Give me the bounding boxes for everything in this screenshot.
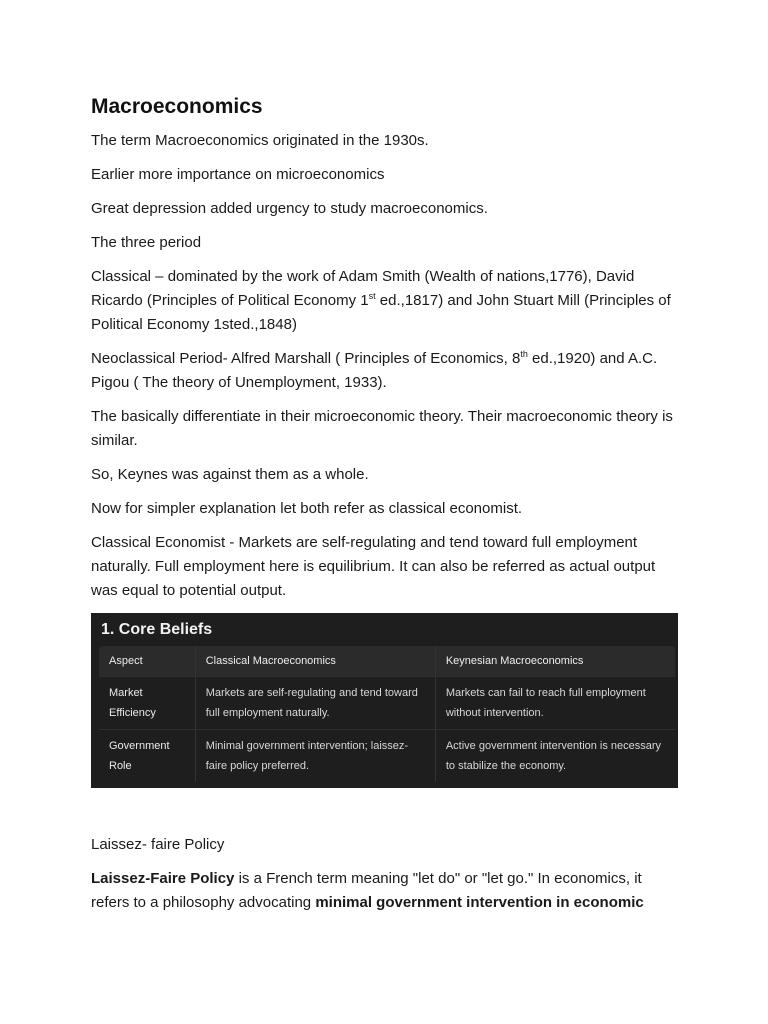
- table-cell: Minimal government intervention; laissez-faire policy preferred.: [196, 730, 436, 782]
- bold-phrase: minimal government intervention in economic: [315, 894, 644, 911]
- superscript: st: [368, 291, 376, 301]
- paragraph-three-period: The three period: [91, 234, 202, 251]
- text-run: Classical – dominated by the work of Adam Smith (Wealth of nations,1776), David Ricardo (Principles of Political Economy 1: [91, 268, 635, 309]
- page-title: Macroeconomics: [91, 95, 263, 118]
- text-run: Neoclassical Period- Alfred Marshall ( Principles of Economics, 8: [91, 350, 521, 367]
- table-cell: Market Efficiency: [99, 677, 196, 729]
- document-page: [91, 94, 681, 925]
- text-run: ed.,1920) and A.C. Pigou ( The theory of Unemployment, 1933).: [91, 350, 658, 391]
- paragraph-laissez-heading: Laissez- faire Policy: [91, 836, 225, 853]
- core-beliefs-table-image: [91, 613, 678, 788]
- table-row: [99, 730, 675, 782]
- bold-term: Laissez-Faire Policy: [91, 870, 235, 887]
- paragraph-laissez-definition: [91, 867, 681, 915]
- table-cell: Active government intervention is necessary to stabilize the economy.: [445, 740, 662, 772]
- paragraph-classical-economist: Classical Economist - Markets are self-regulating and tend toward full employment naturally. Full employment here is equilibrium. It can also be referred as actual output was equal to potential output.: [91, 534, 656, 599]
- table-title: 1. Core Beliefs: [101, 621, 213, 638]
- paragraph-neoclassical: [91, 347, 681, 395]
- superscript: th: [520, 349, 528, 359]
- paragraph-depression: Great depression added urgency to study macroeconomics.: [91, 200, 488, 217]
- table-row: [99, 677, 675, 730]
- table-cell: Government Role: [99, 730, 196, 782]
- text-run: is a French term meaning "let do" or "let go." In economics, it refers to a philosophy advocating: [91, 870, 642, 911]
- text-run: ed.,1817) and John Stuart Mill (Principles of Political Economy 1sted.,1848): [91, 292, 671, 333]
- paragraph-origin: The term Macroeconomics originated in the 1930s.: [91, 132, 429, 149]
- paragraph-earlier: Earlier more importance on microeconomics: [91, 166, 385, 183]
- comparison-table: [99, 646, 675, 782]
- table-cell: Markets are self-regulating and tend toward full employment naturally.: [196, 677, 436, 729]
- table-header-row: [99, 646, 675, 677]
- header-keynesian: Keynesian Macroeconomics: [445, 655, 584, 667]
- paragraph-simpler: Now for simpler explanation let both refer as classical economist.: [91, 500, 523, 517]
- table-cell: Markets can fail to reach full employment without intervention.: [445, 687, 646, 719]
- header-aspect: Aspect: [99, 646, 196, 676]
- paragraph-keynes: So, Keynes was against them as a whole.: [91, 466, 369, 483]
- paragraph-differentiate: The basically differentiate in their microeconomic theory. Their macroeconomic theory is similar.: [91, 408, 673, 449]
- paragraph-classical: [91, 265, 681, 337]
- header-classical: Classical Macroeconomics: [196, 646, 436, 676]
